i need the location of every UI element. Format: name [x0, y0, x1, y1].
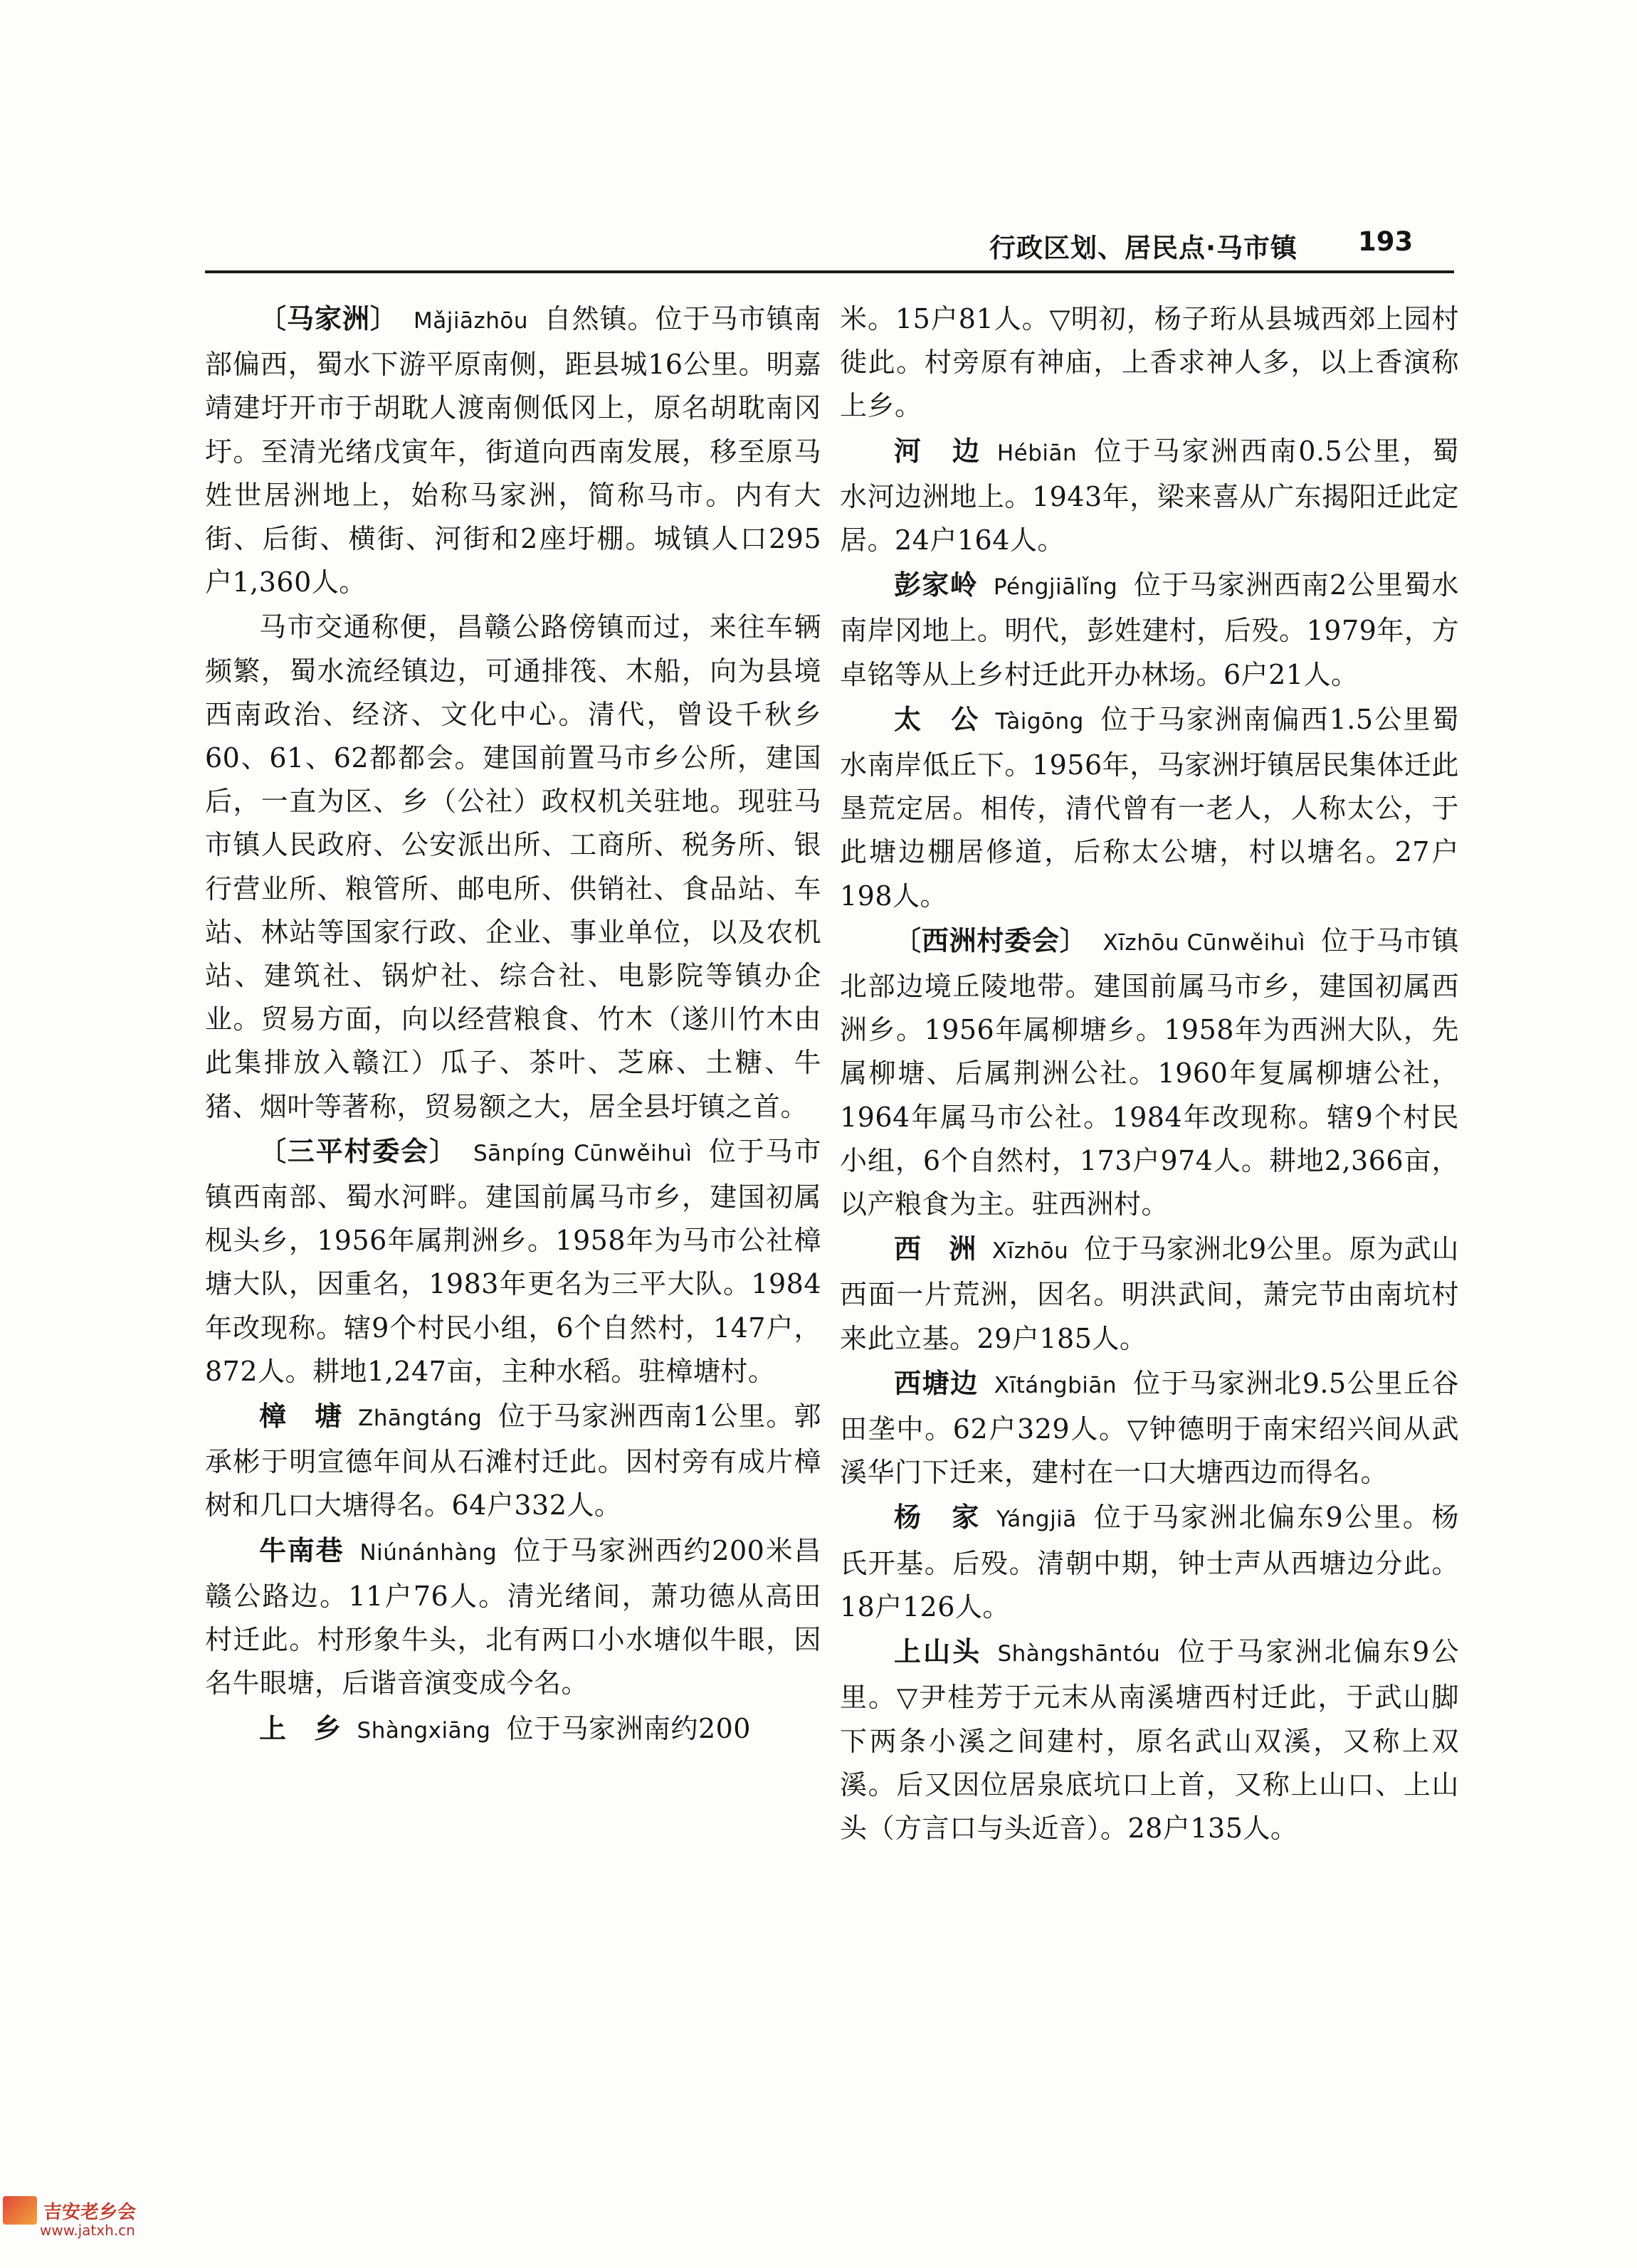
- entry-zhangtang: [205, 1395, 821, 1528]
- entry-text: 马市交通称便，昌赣公路傍镇而过，来往车辆频繁，蜀水流经镇边，可通排筏、木船，向为县境西南政治、经济、文化中心。清代，曾设千秋乡60、61、62都都会。建国前置马市乡公所，建国后，一直为区、乡（公社）政权机关驻地。现驻马市镇人民政府、公安派出所、工商所、税务所、银行营业所、粮管所、邮电所、供销社、食品站、车站、林站等国家行政、企业、事业单位，以及农机站、建筑社、锅炉社、综合社、电影院等镇办企业。贸易方面，向以经营粮食、竹木（遂川竹木由此集排放入赣江）瓜子、茶叶、芝麻、土糖、牛猪、烟叶等著称，贸易额之大，居全县圩镇之首。: [205, 611, 821, 1122]
- entry-name: 西 洲: [894, 1233, 977, 1265]
- entry-pinyin: Shàngshāntóu: [997, 1641, 1161, 1667]
- entry-pinyin: Niúnánhàng: [359, 1539, 498, 1566]
- entry-text: 位于马市镇北部边境丘陵地带。建国前属马市乡，建国初属西洲乡。1956年属柳塘乡。1958年为西洲大队，先属柳塘、后属荆洲公社。1960年复属柳塘公社，1964年属马市公社。1984年改现称。辖9个村民小组，6个自然村，173户974人。耕地2,366亩，以产粮食为主。驻西洲村。: [840, 924, 1459, 1220]
- entry-name: 牛南巷: [259, 1534, 344, 1566]
- entry-name: 上 乡: [259, 1712, 342, 1744]
- site-watermark: [3, 2196, 136, 2239]
- entry-name: 上山头: [894, 1636, 982, 1668]
- entry-shangshantou: [840, 1630, 1459, 1850]
- watermark-logo-icon: [3, 2196, 37, 2225]
- entry-majiazhou: [205, 297, 821, 604]
- entry-pinyin: Zhāngtáng: [358, 1405, 483, 1432]
- entry-pinyin: Xītángbiān: [994, 1372, 1117, 1398]
- page-header-title: 行政区划、居民点·马市镇: [989, 233, 1298, 263]
- entry-text: 位于马家洲南偏西1.5公里蜀水南岸低丘下。1956年，马家洲圩镇居民集体迁此垦荒定居。相传，清代曾有一老人，人称太公，于此塘边棚居修道，后称太公塘，村以塘名。27户198人。: [840, 703, 1459, 912]
- entry-name: 〔西洲村委会〕: [894, 924, 1088, 956]
- entry-text: 位于马家洲北偏东9公里。▽尹桂芳于元末从南溪塘西村迁此，于武山脚下两条小溪之间建村，原名武山双溪，又称上双溪。后又因位居泉底坑口上首，又称上山口、上山头（方言口与头近音）。28户135人。: [840, 1636, 1459, 1844]
- entry-pinyin: Sānpíng Cūnwěihuì: [473, 1140, 693, 1166]
- entry-text: 位于马家洲北9公里。原为武山西面一片荒洲，因名。明洪武间，萧完节由南坑村来此立基。29户185人。: [840, 1233, 1459, 1354]
- entry-text: 位于马家洲南约200: [506, 1712, 751, 1744]
- entry-text: 自然镇。位于马市镇南部偏西，蜀水下游平原南侧，距县城16公里。明嘉靖建圩开市于胡耽人渡南侧低冈上，原名胡耽南冈圩。至清光绪戊寅年，街道向西南发展，移至原马姓世居洲地上，始称马家洲，简称马市。内有大街、后街、横街、河街和2座圩棚。城镇人口295户1,360人。: [205, 303, 821, 598]
- entry-name: 〔三平村委会〕: [259, 1135, 458, 1167]
- entry-shangxiang-continued: [840, 297, 1459, 428]
- entry-hebian: [840, 430, 1459, 563]
- header-divider: [205, 270, 1454, 273]
- entry-shangxiang: [205, 1707, 821, 1753]
- entry-xizhou: [840, 1228, 1459, 1361]
- entry-xitangbian: [840, 1362, 1459, 1495]
- entry-text: 位于马家洲北9.5公里丘谷田垄中。62户329人。▽钟德明于南宋绍兴间从武溪华门下迁来，建村在一口大塘西边而得名。: [840, 1367, 1459, 1489]
- entry-text: 位于马家洲北偏东9公里。杨氏开基。后殁。清朝中期，钟士声从西塘边分此。18户126人。: [840, 1502, 1459, 1623]
- entry-name: 彭家岭: [894, 569, 978, 601]
- entry-name: 杨 家: [894, 1502, 981, 1534]
- left-column: [205, 297, 821, 1753]
- watermark-name: 吉安老乡会: [43, 2201, 137, 2223]
- entry-pinyin: Xīzhōu Cūnwěihuì: [1102, 929, 1305, 956]
- entry-name: 太 公: [894, 703, 980, 735]
- entry-pinyin: Shàngxiāng: [357, 1717, 491, 1744]
- entry-niunanhang: [205, 1529, 821, 1706]
- entry-pinyin: Yángjiā: [996, 1507, 1077, 1533]
- entry-pinyin: Péngjiālǐng: [993, 574, 1118, 601]
- entry-text: 位于马市镇西南部、蜀水河畔。建国前属马市乡，建国初属枧头乡，1956年属荆洲乡。1958年为马市公社樟塘大队，因重名，1983年更名为三平大队。1984年改现称。辖9个村民小组，6个自然村，147户，872人。耕地1,247亩，主种水稻。驻樟塘村。: [205, 1135, 821, 1387]
- right-column: [840, 297, 1459, 1850]
- entry-text: 位于马家洲西南0.5公里，蜀水河边洲地上。1943年，梁来喜从广东揭阳迁此定居。24户164人。: [840, 435, 1459, 557]
- entry-sanping-committee: [205, 1130, 821, 1393]
- entry-text: 位于马家洲西南2公里蜀水南岸冈地上。明代，彭姓建村，后殁。1979年，方卓铭等从上乡村迁此开办林场。6户21人。: [840, 569, 1459, 690]
- entry-taigong: [840, 698, 1459, 918]
- entry-text: 位于马家洲西南1公里。郭承彬于明宣德年间从石滩村迁此。因村旁有成片樟树和几口大塘得名。64户332人。: [205, 1401, 821, 1521]
- entry-xizhou-committee: [840, 919, 1459, 1226]
- entry-name: 西塘边: [894, 1367, 979, 1399]
- entry-name: 樟 塘: [259, 1401, 343, 1433]
- entry-name: 〔马家洲〕: [259, 303, 398, 334]
- entry-pinyin: Mǎjiāzhōu: [414, 308, 528, 334]
- entry-text: 米。15户81人。▽明初，杨子珩从县城西郊上园村徙此。村旁原有神庙，上香求神人多，以上香演称上乡。: [840, 303, 1459, 422]
- entry-text: 位于马家洲西约200米昌赣公路边。11户76人。清光绪间，萧功德从高田村迁此。村形象牛头，北有两口小水塘似牛眼，因名牛眼塘，后谐音演变成今名。: [205, 1534, 821, 1699]
- page-number: 193: [1358, 226, 1414, 257]
- entry-pinyin: Tàigōng: [995, 708, 1084, 734]
- entry-pengjialing: [840, 564, 1459, 697]
- entry-pinyin: Hébiān: [996, 440, 1078, 466]
- entry-name: 河 边: [894, 435, 981, 467]
- entry-yangjia: [840, 1496, 1459, 1629]
- watermark-url: www.jatxh.cn: [40, 2222, 135, 2239]
- entry-pinyin: Xīzhōu: [991, 1238, 1069, 1265]
- entry-mashi-overview: [205, 606, 821, 1128]
